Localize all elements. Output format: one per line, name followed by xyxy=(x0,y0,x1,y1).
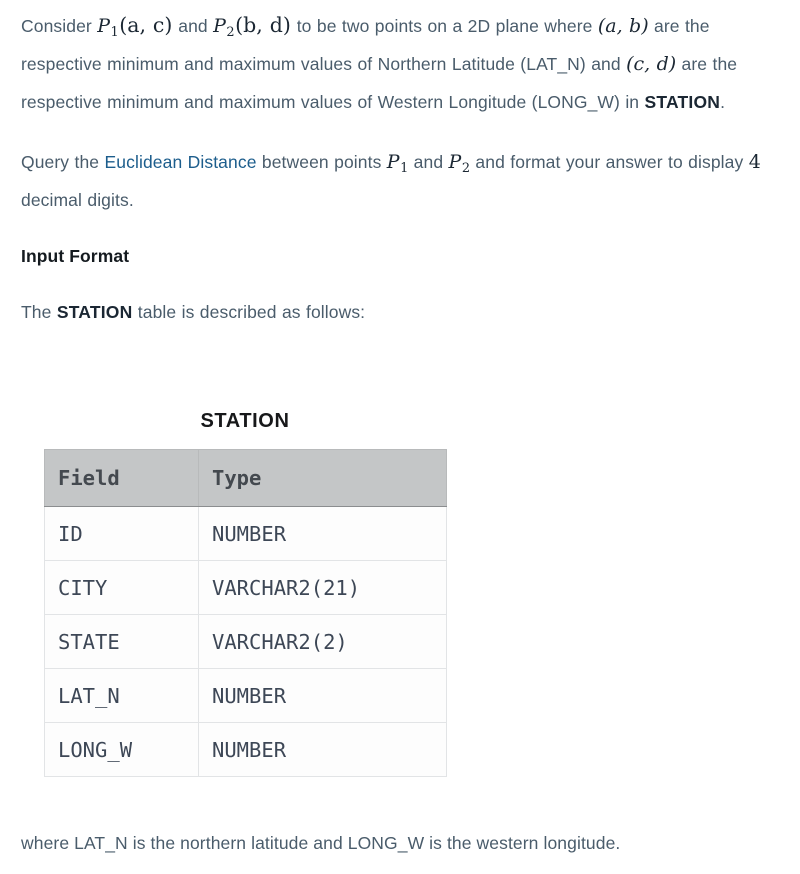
math-base: P xyxy=(213,15,226,37)
math-args: (a, c) xyxy=(119,13,173,37)
cell-field: STATE xyxy=(45,615,199,669)
text-segment: Query the xyxy=(21,152,105,172)
cell-type: VARCHAR2(2) xyxy=(199,615,447,669)
text-segment: decimal digits. xyxy=(21,190,134,210)
math-point-p1 xyxy=(97,13,173,40)
math-point-p1 xyxy=(386,151,409,176)
cell-type: NUMBER xyxy=(199,723,447,777)
math-base: P xyxy=(386,151,400,173)
text-segment: and format your answer to display xyxy=(470,152,749,172)
text-segment: . xyxy=(720,92,726,112)
table-row xyxy=(45,561,447,615)
table-row xyxy=(45,669,447,723)
math-point-p2 xyxy=(213,13,291,40)
text-segment: and xyxy=(408,152,449,172)
text-segment: are the respective minimum and maximum values of Western Longitude (LONG_W) in xyxy=(21,54,738,112)
station-schema-figure xyxy=(44,410,446,777)
math-base: P xyxy=(448,151,462,173)
text-segment: to be two points on a 2D plane where xyxy=(291,16,598,36)
cell-type: VARCHAR2(21) xyxy=(199,561,447,615)
text-segment: between points xyxy=(256,152,387,172)
problem-description xyxy=(21,6,778,353)
paragraph-points-definition xyxy=(21,6,778,121)
table-name-station: STATION xyxy=(56,302,133,322)
column-header-type: Type xyxy=(199,450,447,507)
cell-field: ID xyxy=(45,507,199,561)
cell-field: CITY xyxy=(45,561,199,615)
cell-field: LONG_W xyxy=(45,723,199,777)
math-point-p2 xyxy=(448,151,471,176)
math-subscript: 2 xyxy=(461,160,471,176)
euclidean-distance-link[interactable]: Euclidean Distance xyxy=(104,152,257,172)
text-segment: table is described as follows: xyxy=(132,302,366,322)
math-tuple-cd: (c, d) xyxy=(626,53,677,75)
cell-type: NUMBER xyxy=(199,669,447,723)
text-segment: are the respective minimum and maximum values of Northern Latitude (LAT_N) and xyxy=(21,16,710,74)
text-segment: Consider xyxy=(21,16,98,36)
column-header-field: Field xyxy=(45,450,199,507)
cell-field: LAT_N xyxy=(45,669,199,723)
table-row xyxy=(45,615,447,669)
decimal-digits-value: 4 xyxy=(748,151,761,173)
cell-type: NUMBER xyxy=(199,507,447,561)
input-format-heading: Input Format xyxy=(21,246,130,266)
table-header xyxy=(45,450,447,507)
schema-figure-caption: STATION xyxy=(200,410,290,432)
math-tuple-ab: (a, b) xyxy=(597,15,649,37)
math-subscript: 1 xyxy=(400,160,409,176)
table-name-station: STATION xyxy=(644,92,721,112)
math-base: P xyxy=(97,15,110,37)
station-schema-table xyxy=(44,449,447,777)
footnote-text: where LAT_N is the northern latitude and LONG_W is the western longitude. xyxy=(21,833,621,853)
table-row xyxy=(45,723,447,777)
paragraph-query-instruction xyxy=(21,143,778,219)
text-segment: and xyxy=(172,16,214,36)
table-header-row xyxy=(45,450,447,507)
math-args: (b, d) xyxy=(235,13,291,37)
table-row xyxy=(45,507,447,561)
paragraph-table-intro xyxy=(21,293,778,331)
math-subscript: 1 xyxy=(110,24,119,40)
text-segment: The xyxy=(21,302,57,322)
table-body xyxy=(45,507,447,777)
math-subscript: 2 xyxy=(226,24,235,40)
